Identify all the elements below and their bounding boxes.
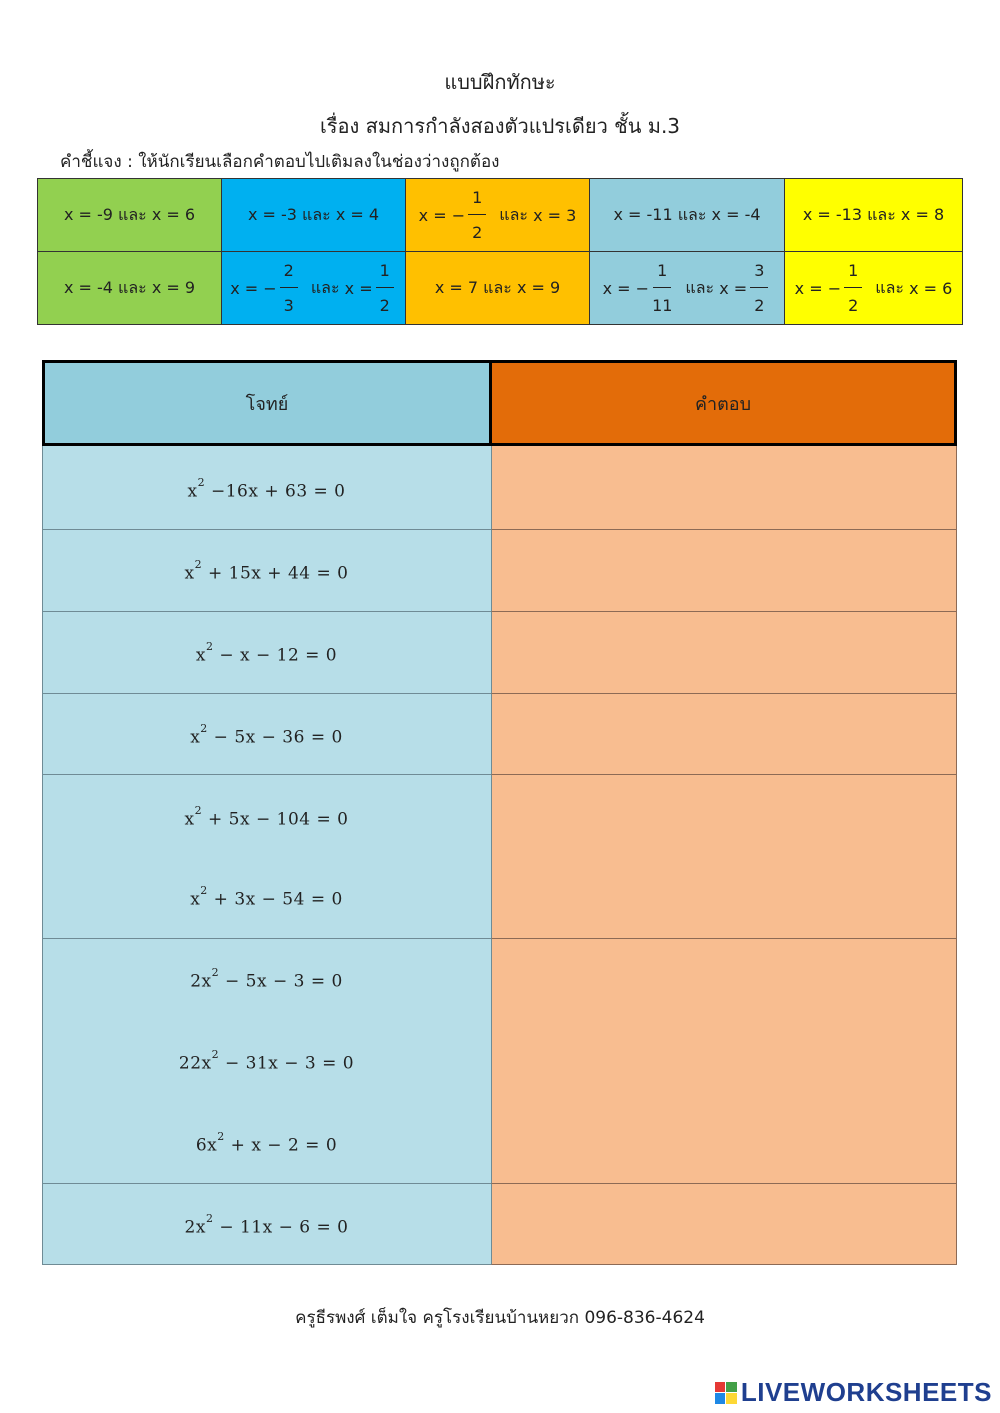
question-cell <box>42 775 491 939</box>
and-word: และ <box>310 277 340 297</box>
option-middle: x = <box>344 278 373 298</box>
equation: $22x^2 - 31x - 3 = 0$ <box>178 1048 355 1074</box>
answer-cell[interactable] <box>491 612 957 694</box>
option-prefix: x = − <box>230 278 277 298</box>
fraction-denominator: 2 <box>848 295 859 315</box>
answer-cell[interactable] <box>491 775 957 939</box>
and-word: และ <box>685 277 715 297</box>
answer-cell[interactable] <box>491 1184 957 1265</box>
fraction <box>844 260 862 315</box>
bank-option: x = 7 และ x = 9 <box>406 252 590 325</box>
bank-option <box>222 252 406 325</box>
logo-mark-icon <box>715 1382 737 1404</box>
bank-option <box>590 252 785 325</box>
answer-column-header: คำตอบ <box>489 360 957 446</box>
option-middle: x = <box>719 278 748 298</box>
bank-option: x = -4 และ x = 9 <box>38 252 222 325</box>
equation: $x^2 - 5x - 36 = 0$ <box>190 722 343 748</box>
bank-option: x = -3 และ x = 4 <box>222 179 406 252</box>
fraction-numerator: 1 <box>468 190 486 215</box>
fraction-denominator: 2 <box>472 222 483 242</box>
instruction-text: คำชี้แจง : ให้นักเรียนเลือกคำตอบไปเติมลงในช่องว่างถูกต้อง <box>60 152 500 172</box>
and-word: และ <box>875 277 905 297</box>
bank-option <box>785 252 963 325</box>
equation: $2x^2 - 11x - 6 = 0$ <box>184 1212 349 1238</box>
equation: $2x^2 - 5x - 3 = 0$ <box>190 966 343 992</box>
fraction-numerator: 3 <box>750 263 768 288</box>
option-prefix: x = − <box>602 278 650 298</box>
liveworksheets-logo[interactable] <box>715 1377 992 1408</box>
fraction <box>280 260 298 315</box>
equation: $x^2 + 3x - 54 = 0$ <box>190 884 343 910</box>
exercise-table <box>42 360 957 1265</box>
option-suffix: x = 3 <box>533 205 577 225</box>
equation: $x^2 + 5x - 104 = 0$ <box>184 804 349 830</box>
answer-cell[interactable] <box>491 530 957 612</box>
fraction <box>750 260 768 315</box>
fraction-numerator: 1 <box>376 263 394 288</box>
author-credit: ครูธีรพงศ์ เต็มใจ ครูโรงเรียนบ้านหยวก 096-836-4624 <box>295 1308 705 1328</box>
answer-bank <box>37 178 963 325</box>
equation: $x^2 + 15x + 44 = 0$ <box>184 558 349 584</box>
bank-option <box>406 179 590 252</box>
bank-option: x = -9 และ x = 6 <box>38 179 222 252</box>
fraction-denominator: 2 <box>754 295 765 315</box>
and-word: และ <box>499 204 529 224</box>
fraction-numerator: 1 <box>653 263 671 288</box>
equation: $6x^2 + x - 2 = 0$ <box>195 1130 338 1156</box>
worksheet-title: แบบฝึกทักษะ <box>444 70 556 94</box>
brand-name: LIVEWORKSHEETS <box>740 1377 992 1407</box>
fraction <box>468 187 486 242</box>
question-column-header: โจทย์ <box>42 360 492 446</box>
worksheet-subtitle: เรื่อง สมการกำลังสองตัวแปรเดียว ชั้น ม.3 <box>319 114 681 138</box>
fraction-denominator: 11 <box>652 295 673 315</box>
option-prefix: x = − <box>794 278 842 298</box>
equation: $x^2 -16x + 63 = 0$ <box>187 476 346 502</box>
answer-cell[interactable] <box>491 694 957 775</box>
fraction <box>652 260 673 315</box>
bank-option: x = -11 และ x = -4 <box>590 179 785 252</box>
option-prefix: x = − <box>418 205 466 225</box>
fraction-numerator: 1 <box>844 263 862 288</box>
fraction <box>376 260 394 315</box>
equation: $x^2 - x - 12 = 0$ <box>195 640 338 666</box>
bank-option: x = -13 และ x = 8 <box>785 179 963 252</box>
fraction-denominator: 2 <box>379 295 390 315</box>
option-suffix: x = 6 <box>909 278 953 298</box>
fraction-denominator: 3 <box>283 295 294 315</box>
answer-cell[interactable] <box>491 446 957 530</box>
answer-cell[interactable] <box>491 939 957 1184</box>
fraction-numerator: 2 <box>280 263 298 288</box>
